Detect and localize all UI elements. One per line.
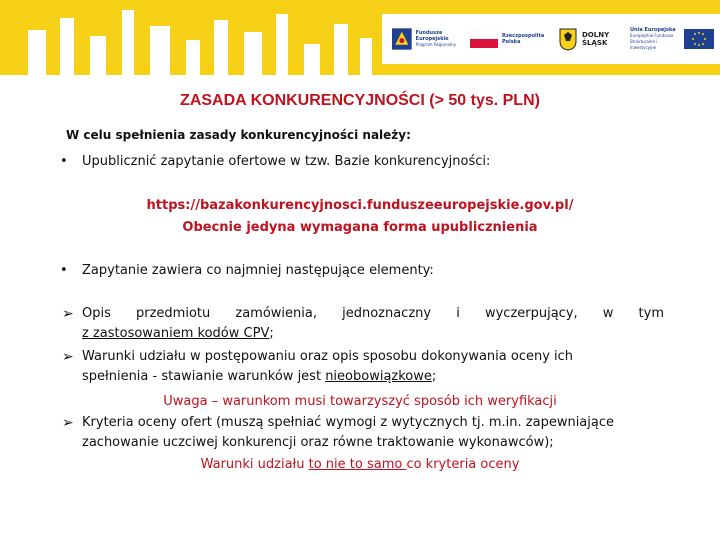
logo-label: DOLNY ŚLĄSK [582,31,610,47]
item-line-end: ; [431,369,437,384]
optional-underlined: nieobowiązkowe [325,369,432,384]
logo-unia-europejska [630,14,718,64]
item-line: Warunki udziału w postępowaniu oraz opis sposobu dokonywania oceny ich [82,349,574,364]
banner-block [214,20,228,75]
bullet-publish [60,154,490,169]
banner-block [28,30,46,75]
banner-block [122,10,134,75]
item-line: Opis przedmiotu zamówienia, jednoznaczny i wyczerpujący, w tym [82,306,664,321]
banner-block [304,44,320,75]
logo-sublabel: Program Regionalny [415,42,456,47]
intro-text: W celu spełnienia zasady konkurencyjności należy: [66,128,411,142]
item-line-start: spełnienia - stawianie warunków jest [82,369,326,384]
item-line [82,369,436,384]
header-banner [0,0,720,75]
logo-label: Unia Europejska [630,27,676,33]
logo-sublabel: Europejskie Fundusze Strukturalne i Inwestycyjne [630,33,674,50]
logo-fundusze-europejskie [392,14,466,64]
note-start: Warunki udziału [200,457,309,472]
logo-dolny-slask [558,14,628,64]
banner-block [334,24,348,75]
slide-title: ZASADA KONKURENCYJNOŚCI (> 50 tys. PLN) [180,92,540,109]
logo-label: Rzeczpospolita Polska [502,33,545,45]
eagle-crest-icon [558,27,578,51]
banner-block [90,36,106,75]
logo-strip [382,14,720,64]
note-end: co kryteria oceny [406,457,520,472]
arrow-bullet-icon: ➢ [62,349,74,365]
cpv-underlined: z zastosowaniem kodów CPV [82,326,270,341]
bullet-dot-icon: • [60,154,68,169]
eu-flag-icon [684,29,714,49]
banner-block [244,32,262,75]
url-note: Obecnie jedyna wymagana forma upublicznienia [182,220,538,235]
banner-block [186,40,200,75]
note-underlined: to nie to samo [308,457,407,472]
banner-block [150,26,170,75]
url-text: https://bazakonkurencyjnosci.funduszeeuropejskie.gov.pl/ [146,198,574,213]
item-line: Kryteria oceny ofert (muszą spełniać wymogi z wytycznych tj. m.in. zapewniające [82,415,614,430]
polish-flag-icon [470,30,498,48]
note-criteria [0,457,720,472]
item-line-end: ; [269,326,274,341]
bullet-dot-icon: • [60,263,68,278]
item-line [82,326,274,341]
banner-block [60,18,74,75]
bullet-text: Zapytanie zawiera co najmniej następujące elementy: [82,263,434,278]
bullet-elements [60,263,434,278]
logo-label: Fundusze Europejskie [415,30,449,42]
note-warning: Uwaga – warunkom musi towarzyszyć sposób ich weryfikacji [163,394,557,409]
banner-block [276,14,288,75]
banner-block [360,38,372,75]
arrow-bullet-icon: ➢ [62,415,74,431]
fundusze-europejskie-icon [392,26,412,52]
arrow-bullet-icon: ➢ [62,306,74,322]
bullet-text: Upublicznić zapytanie ofertowe w tzw. Bazie konkurencyjności: [82,154,491,169]
logo-rzeczpospolita [470,14,550,64]
item-line: zachowanie uczciwej konkurencji oraz równe traktowanie wykonawców); [82,435,554,450]
